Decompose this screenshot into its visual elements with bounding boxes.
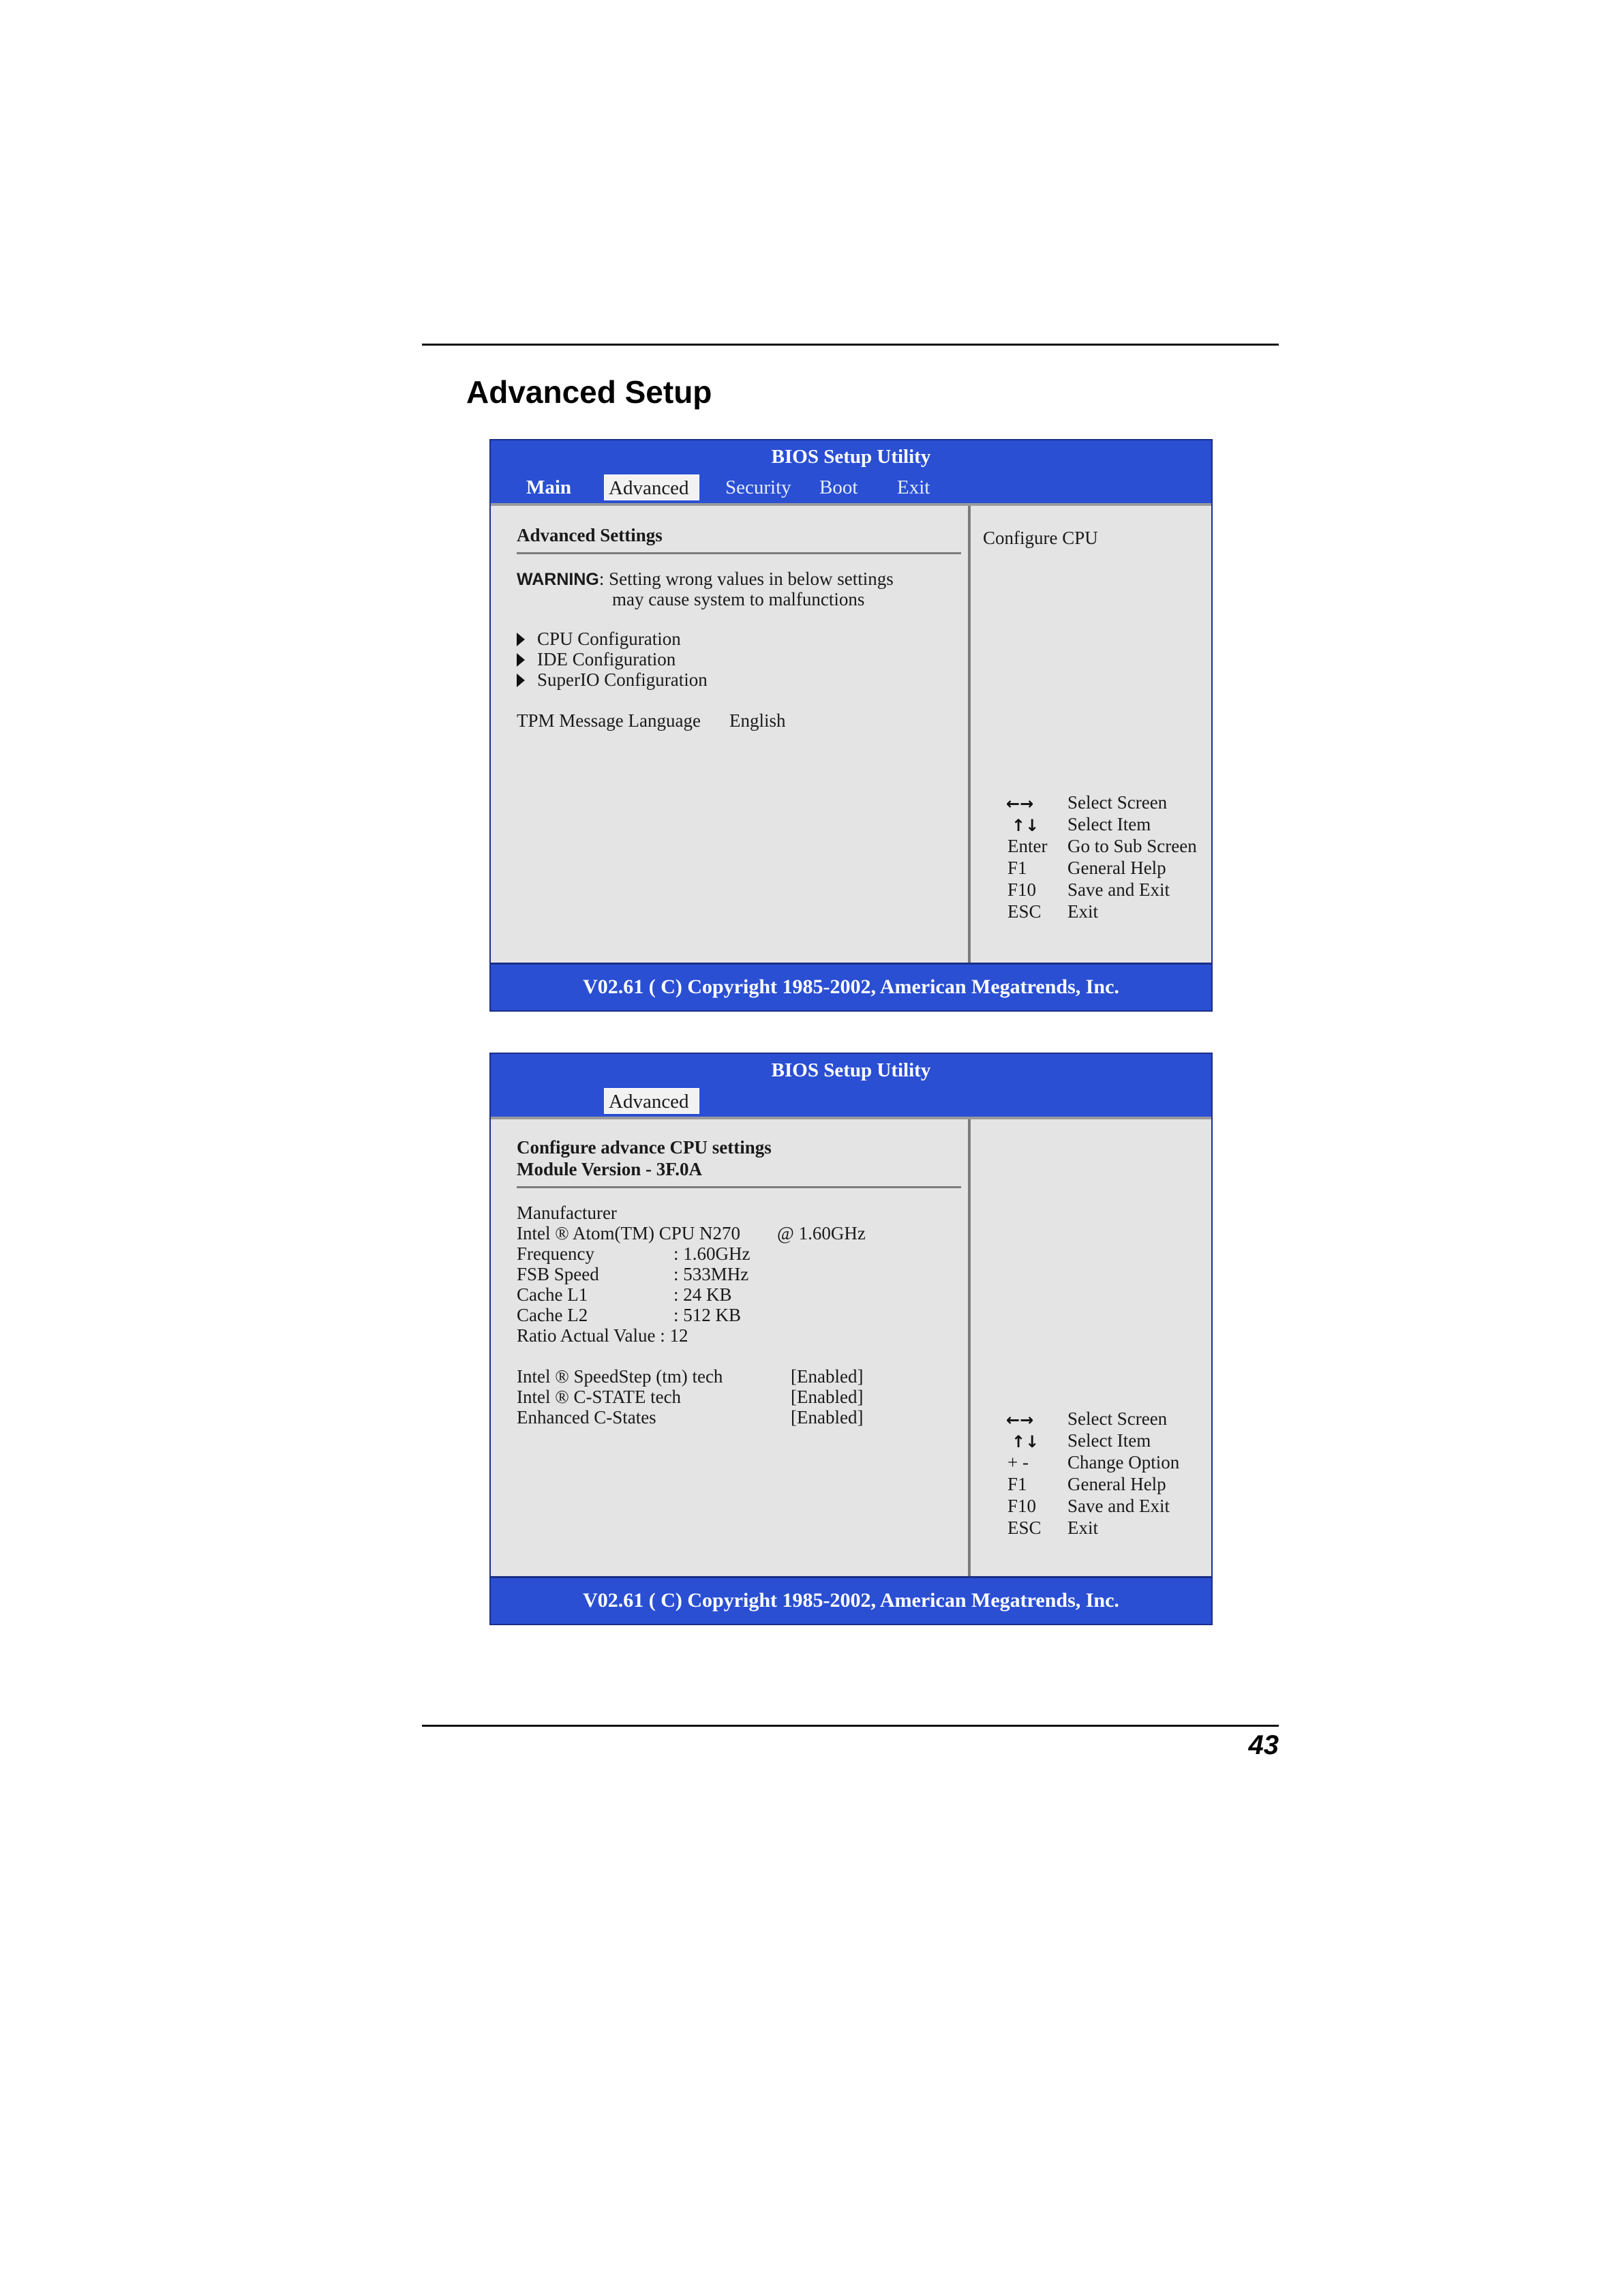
- warning-line-2: may cause system to malfunctions: [612, 589, 865, 609]
- bios-panel: [491, 1117, 1211, 1576]
- key-label: ESC: [1007, 901, 1042, 922]
- cpu-speed: @ 1.60GHz: [777, 1223, 866, 1243]
- option-speedstep-value[interactable]: [Enabled]: [791, 1366, 864, 1387]
- key-desc: Select Item: [1067, 814, 1151, 834]
- page-number: 43: [1248, 1730, 1279, 1760]
- warning-line-1: : Setting wrong values in below settings: [598, 569, 894, 589]
- menu-item-cpu-configuration[interactable]: CPU Configuration: [537, 629, 681, 649]
- bios-footer: V02.61 ( C) Copyright 1985-2002, American Megatrends, Inc.: [491, 963, 1211, 1010]
- menu-tab-exit[interactable]: Exit: [897, 477, 930, 498]
- menu-item-ide-configuration[interactable]: IDE Configuration: [537, 649, 676, 669]
- bios-panel: [491, 503, 1211, 963]
- key-desc: General Help: [1067, 858, 1166, 878]
- key-label: F1: [1007, 858, 1027, 878]
- top-rule: [422, 344, 1279, 346]
- menu-tab-advanced[interactable]: Advanced: [604, 474, 699, 500]
- ratio-actual-value: Ratio Actual Value : 12: [517, 1325, 688, 1346]
- bios-title: BIOS Setup Utility: [771, 1059, 931, 1081]
- spec-label: Cache L1: [517, 1284, 588, 1305]
- bottom-rule: [422, 1725, 1279, 1727]
- manufacturer-label: Manufacturer: [517, 1203, 617, 1223]
- up-down-arrows-icon: ↑↓: [1012, 816, 1040, 835]
- tpm-language-value[interactable]: English: [729, 710, 786, 731]
- bios-footer: V02.61 ( C) Copyright 1985-2002, American Megatrends, Inc.: [491, 1576, 1211, 1623]
- module-version: Module Version - 3F.0A: [517, 1159, 703, 1179]
- key-desc: Select Item: [1067, 1430, 1151, 1451]
- menu-tab-security[interactable]: Security: [725, 477, 791, 498]
- key-desc: Select Screen: [1067, 1408, 1168, 1429]
- option-speedstep-label[interactable]: Intel ® SpeedStep (tm) tech: [517, 1366, 723, 1387]
- section-divider: [517, 1186, 961, 1188]
- menu-tab-advanced[interactable]: Advanced: [604, 1088, 699, 1114]
- key-desc: Save and Exit: [1067, 879, 1170, 900]
- option-enhanced-cstates-label[interactable]: Enhanced C-States: [517, 1407, 656, 1428]
- key-desc: General Help: [1067, 1474, 1166, 1494]
- section-title: Advanced Settings: [517, 525, 663, 545]
- option-enhanced-cstates-value[interactable]: [Enabled]: [791, 1407, 864, 1428]
- left-right-arrows-icon: ←→: [1006, 1410, 1034, 1430]
- key-label: Enter: [1007, 836, 1048, 856]
- warning-text: [517, 569, 894, 590]
- key-desc: Select Screen: [1067, 792, 1168, 813]
- spec-label: Frequency: [517, 1243, 594, 1264]
- bios-screen-cpu-configuration: [489, 1053, 1213, 1625]
- key-desc: Go to Sub Screen: [1067, 836, 1197, 856]
- key-desc: Exit: [1067, 901, 1098, 922]
- key-label: F10: [1007, 1496, 1037, 1516]
- option-cstate-label[interactable]: Intel ® C-STATE tech: [517, 1387, 682, 1407]
- key-desc: Change Option: [1067, 1452, 1180, 1472]
- bios-title: BIOS Setup Utility: [771, 446, 931, 468]
- spec-value: : 24 KB: [673, 1284, 732, 1305]
- help-pane: [971, 1119, 1211, 1576]
- submenu-arrow-icon: [517, 633, 525, 646]
- cpu-name: Intel ® Atom(TM) CPU N270: [517, 1223, 741, 1243]
- key-label: F10: [1007, 879, 1037, 900]
- key-label: + -: [1007, 1452, 1029, 1472]
- spec-value: : 533MHz: [673, 1264, 749, 1284]
- submenu-arrow-icon: [517, 653, 525, 667]
- settings-pane: [491, 506, 968, 963]
- spec-value: : 512 KB: [673, 1305, 742, 1325]
- settings-pane: [491, 1119, 968, 1576]
- section-divider: [517, 552, 961, 554]
- spec-value: : 1.60GHz: [673, 1243, 750, 1264]
- menu-tab-boot[interactable]: Boot: [819, 477, 858, 498]
- spec-label: FSB Speed: [517, 1264, 599, 1284]
- key-desc: Exit: [1067, 1517, 1098, 1538]
- key-label: F1: [1007, 1474, 1027, 1494]
- section-title: Configure advance CPU settings: [517, 1137, 772, 1158]
- page-heading: Advanced Setup: [466, 374, 712, 410]
- submenu-arrow-icon: [517, 674, 525, 687]
- spec-label: Cache L2: [517, 1305, 588, 1325]
- help-text: Configure CPU: [983, 528, 1098, 548]
- key-desc: Save and Exit: [1067, 1496, 1170, 1516]
- key-label: ESC: [1007, 1517, 1042, 1538]
- bios-menu-bar: [491, 1087, 1211, 1117]
- help-pane: [971, 506, 1211, 963]
- bios-menu-bar: [491, 473, 1211, 503]
- menu-tab-main[interactable]: Main: [526, 477, 572, 498]
- menu-item-superio-configuration[interactable]: SuperIO Configuration: [537, 669, 708, 690]
- left-right-arrows-icon: ←→: [1006, 794, 1034, 813]
- option-cstate-value[interactable]: [Enabled]: [791, 1387, 864, 1407]
- bios-screen-advanced: [489, 439, 1213, 1012]
- up-down-arrows-icon: ↑↓: [1012, 1432, 1040, 1451]
- warning-label: WARNING: [517, 570, 599, 589]
- tpm-language-label[interactable]: TPM Message Language: [517, 710, 701, 731]
